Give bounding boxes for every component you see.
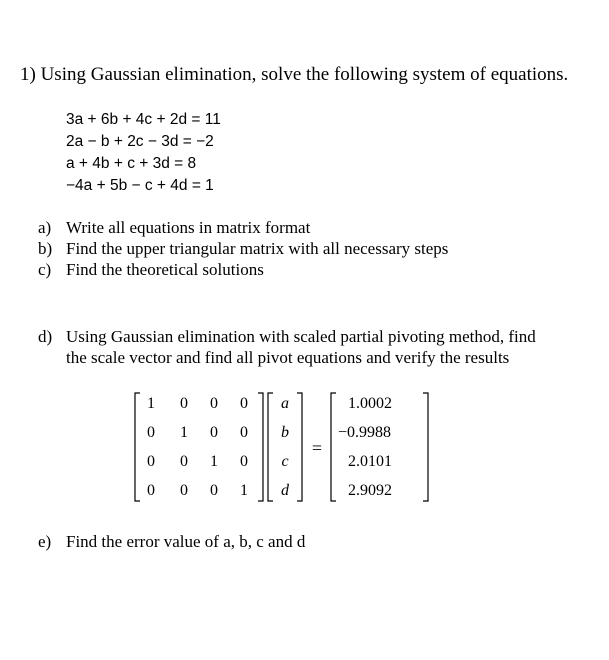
part-d-text-line1: Using Gaussian elimination with scaled partial pivoting method, find — [66, 327, 536, 346]
matrix-cell: 0 — [210, 424, 218, 441]
equation-2: 2a − b + 2c − 3d = −2 — [66, 133, 214, 150]
matrix-cell: 0 — [180, 395, 188, 412]
matrix-cell: 1 — [210, 453, 218, 470]
question-title: 1) Using Gaussian elimination, solve the following system of equations. — [20, 64, 569, 85]
part-e — [38, 532, 305, 552]
part-b-text: Find the upper triangular matrix with all necessary steps — [66, 239, 449, 258]
matrix-cell: 1 — [147, 395, 155, 412]
matrix-cell: 1 — [240, 482, 248, 499]
part-e-label: e) — [38, 532, 52, 551]
rhs-left-bracket — [331, 393, 336, 501]
rhs-cell: −0.9988 — [338, 424, 392, 441]
part-c-text: Find the theoretical solutions — [66, 260, 264, 279]
part-e-text: Find the error value of a, b, c and d — [66, 532, 306, 551]
part-b-label: b) — [38, 239, 53, 258]
variable-cell: b — [281, 424, 289, 441]
part-d-text-line2: the scale vector and find all pivot equations and verify the results — [66, 348, 510, 367]
matrix-cell: 0 — [240, 395, 248, 412]
vector-right-bracket — [297, 393, 302, 501]
variable-cell: c — [281, 453, 289, 470]
matrix-left-bracket — [135, 393, 140, 501]
matrix-cell: 0 — [180, 482, 188, 499]
variable-cell: d — [281, 482, 289, 499]
vector-left-bracket — [268, 393, 273, 501]
matrix-cell: 1 — [180, 424, 188, 441]
part-c-label: c) — [38, 260, 52, 279]
matrix-cell: 0 — [180, 453, 188, 470]
part-d-label: d) — [38, 327, 53, 346]
matrix-cell: 0 — [147, 453, 155, 470]
part-a-text: Write all equations in matrix format — [66, 218, 311, 237]
rhs-cell: 2.9092 — [348, 482, 392, 499]
equals-sign: = — [311, 438, 323, 458]
matrix-cell: 0 — [240, 424, 248, 441]
matrix-cell: 0 — [147, 424, 155, 441]
variable-cell: a — [281, 395, 289, 412]
rhs-cell: 1.0002 — [348, 395, 392, 412]
rhs-cell: 2.0101 — [348, 453, 392, 470]
rhs-right-bracket — [423, 393, 428, 501]
equation-3: a + 4b + c + 3d = 8 — [66, 155, 197, 172]
matrix-cell: 0 — [210, 395, 218, 412]
equation-4: −4a + 5b − c + 4d = 1 — [66, 177, 214, 194]
matrix-right-bracket — [258, 393, 263, 501]
matrix-cell: 0 — [240, 453, 248, 470]
equation-1: 3a + 6b + 4c + 2d = 11 — [66, 111, 221, 128]
part-a-label: a) — [38, 218, 52, 237]
matrix-cell: 0 — [210, 482, 218, 499]
matrix-cell: 0 — [147, 482, 155, 499]
